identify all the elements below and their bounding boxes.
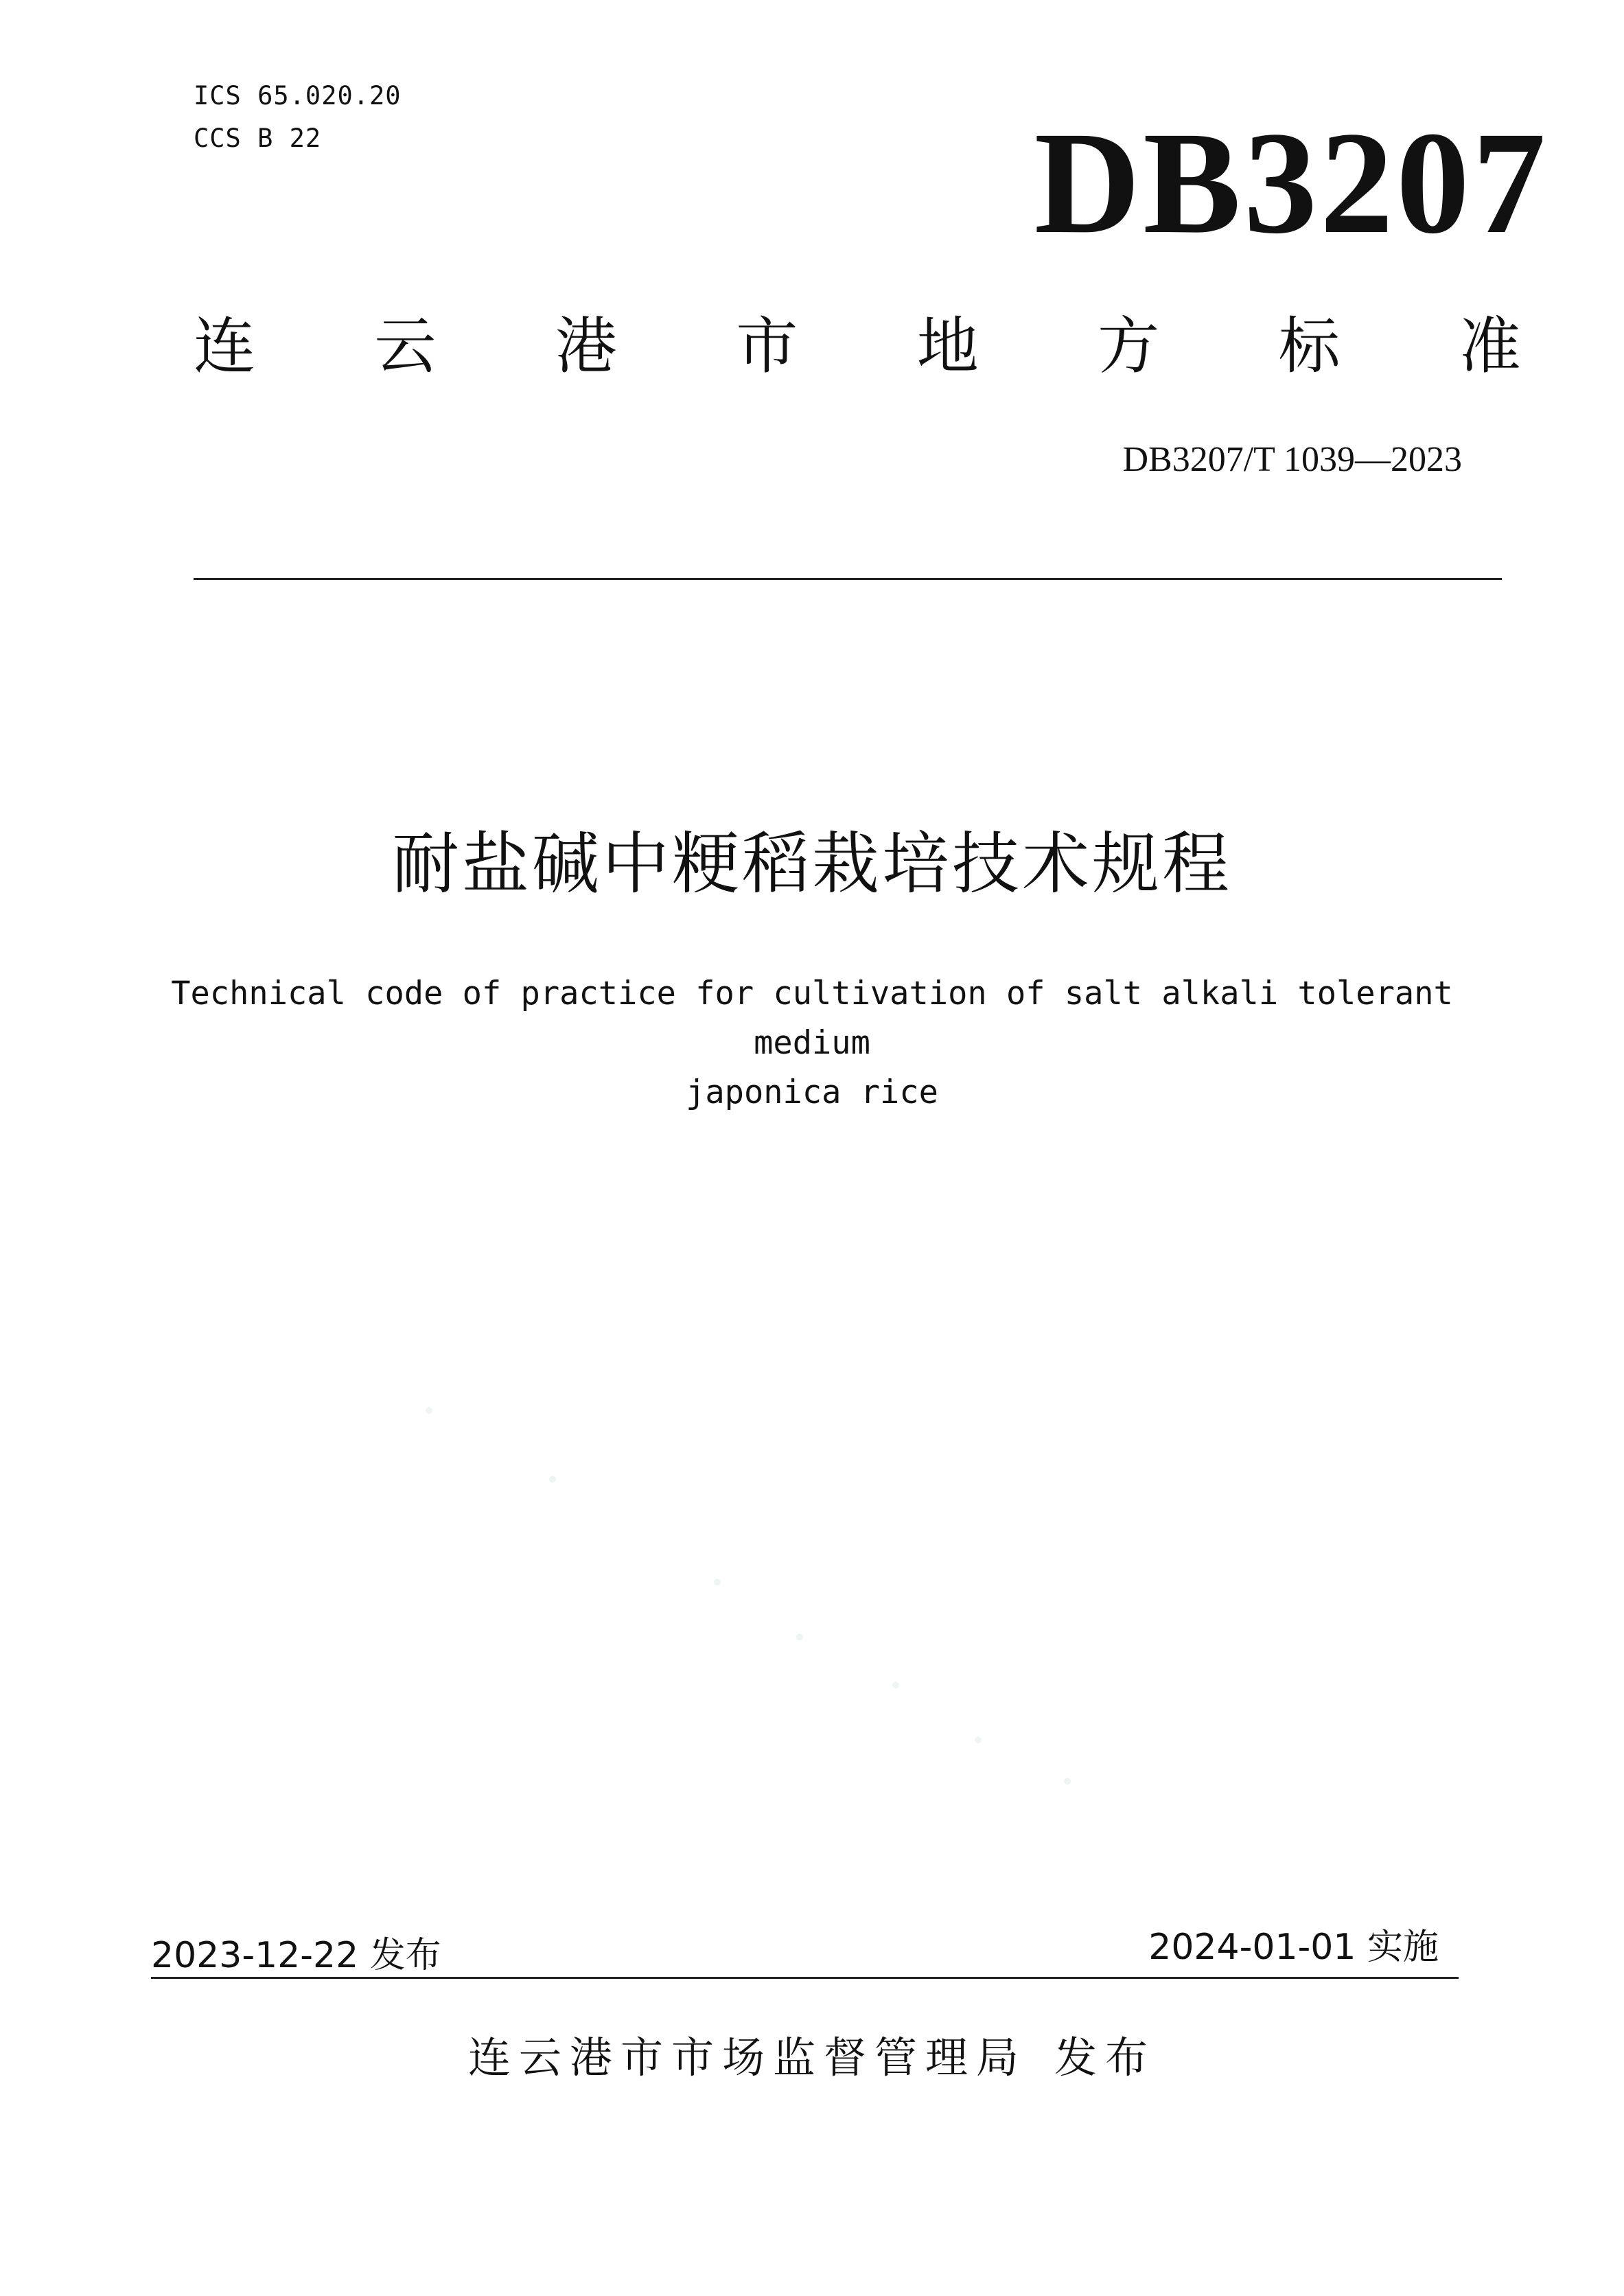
standard-type-char: 地 (916, 310, 979, 382)
document-title-chinese: 耐盐碱中粳稻栽培技术规程 (391, 825, 1232, 903)
english-title-line-1: Technical code of practice for cultivation of salt alkali tolerant medium (171, 975, 1453, 1062)
header-divider (194, 578, 1502, 580)
scan-speck (796, 1634, 803, 1640)
scan-speck (549, 1476, 556, 1483)
standard-number: DB3207/T 1039—2023 (1122, 440, 1462, 479)
standard-type-char: 港 (555, 310, 617, 382)
footer-divider (151, 1977, 1459, 1979)
scan-speck (975, 1737, 982, 1743)
scan-speck (714, 1579, 721, 1586)
implementation-date: 2024-01-01 实施 (1148, 1927, 1439, 1968)
publish-date: 2023-12-22 发布 (151, 1935, 441, 1976)
scan-speck (1064, 1778, 1071, 1785)
scan-speck (426, 1407, 432, 1414)
english-title-line-2: japonica rice (686, 1074, 938, 1111)
standard-logo-code: DB3207 (1034, 102, 1548, 264)
standard-type-char: 准 (1459, 310, 1521, 382)
standard-type-heading (194, 310, 1521, 382)
issuer-name: 连云港市市场监督管理局 (467, 2032, 1027, 2083)
standard-type-char: 连 (194, 310, 255, 382)
scan-speck (892, 1682, 899, 1689)
ics-code: ICS 65.020.20 (194, 81, 402, 111)
standard-type-char: 市 (736, 310, 798, 382)
standard-type-char: 标 (1278, 310, 1341, 382)
ccs-code: CCS B 22 (194, 124, 322, 153)
document-title-english (137, 969, 1487, 1117)
standard-type-char: 方 (1098, 310, 1160, 382)
issuer-action: 发布 (1054, 2032, 1157, 2083)
issuing-authority (0, 2024, 1624, 2085)
standard-type-char: 云 (374, 310, 437, 382)
